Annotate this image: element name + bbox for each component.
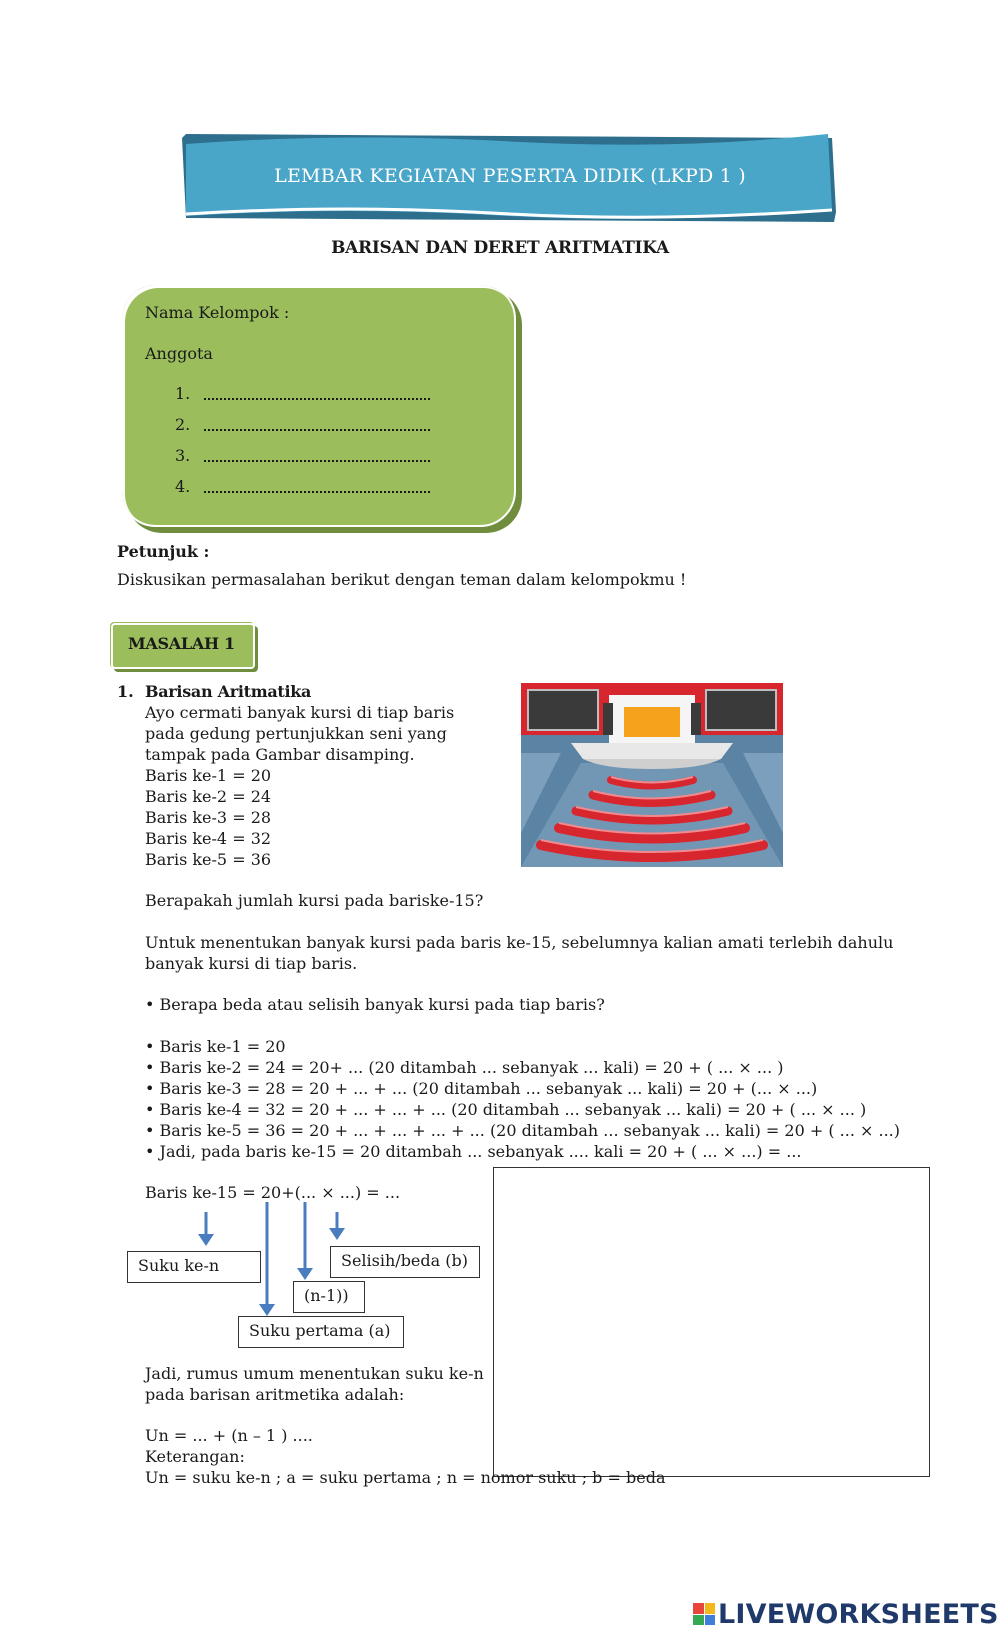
label-suku-pertama: Suku pertama (a) [238,1316,404,1348]
problem-number: 1. [117,682,134,701]
member-entry-line[interactable] [204,429,430,431]
banner-title: LEMBAR KEGIATAN PESERTA DIDIK (LKPD 1 ) [274,165,746,187]
member-entry-line[interactable] [204,460,430,462]
bullet-line: • Baris ke-1 = 20 [145,1037,286,1056]
page-subtitle: BARISAN DAN DERET ARITMATIKA [331,238,669,258]
row-value: Baris ke-1 = 20 [145,766,272,785]
legend-text: Un = suku ke-n ; a = suku pertama ; n = nomor suku ; b = beda [145,1468,666,1487]
member-number: 4. [175,477,191,496]
auditorium-image [521,683,783,867]
members-label: Anggota [145,344,213,363]
explain-line: Untuk menentukan banyak kursi pada baris ke-15, sebelumnya kalian amati terlebih dahulu [145,933,894,952]
row-value: Baris ke-2 = 24 [145,787,272,806]
problem-title: Barisan Aritmatika [145,682,312,701]
bullet-line: • Baris ke-2 = 24 = 20+ ... (20 ditambah ... sebanyak ... kali) = 20 + ( ... × ... ) [145,1058,784,1077]
member-number: 3. [175,446,191,465]
logo-text: LIVEWORKSHEETS [718,1598,999,1630]
member-number: 2. [175,415,191,434]
liveworksheets-logo [693,1599,999,1629]
instructions-text: Diskusikan permasalahan berikut dengan teman dalam kelompokmu ! [117,570,687,589]
member-number: 1. [175,384,191,403]
bullet-line: • Baris ke-4 = 32 = 20 + ... + ... + ... (20 ditambah ... sebanyak ... kali) = 20 + ( ... × ... ) [145,1100,867,1119]
answer-box[interactable] [493,1167,930,1477]
problem-badge-label: MASALAH 1 [128,634,235,653]
bullet-line: • Jadi, pada baris ke-15 = 20 ditambah ... sebanyak .... kali = 20 + ( ... × ...) = ... [145,1142,802,1161]
legend-label: Keterangan: [145,1447,245,1466]
intro-line: Ayo cermati banyak kursi di tiap baris [145,703,455,722]
label-selisih-beda: Selisih/beda (b) [330,1246,480,1278]
row-value: Baris ke-3 = 28 [145,808,272,827]
intro-line: tampak pada Gambar disamping. [145,745,415,764]
formula-line: Baris ke-15 = 20+(... × ...) = ... [145,1183,401,1202]
label-suku-ke-n: Suku ke-n [127,1251,261,1283]
logo-blocks-icon [693,1603,715,1625]
member-entry-line[interactable] [204,491,430,493]
group-name-label: Nama Kelompok : [145,303,290,322]
label-n-minus-1: (n-1)) [293,1281,365,1313]
general-formula: Un = ... + (n – 1 ) .... [145,1426,313,1445]
bullet-line: • Baris ke-3 = 28 = 20 + ... + ... (20 ditambah ... sebanyak ... kali) = 20 + (... × ...) [145,1079,818,1098]
member-entry-line[interactable] [204,398,430,400]
bullet-line: • Baris ke-5 = 36 = 20 + ... + ... + ... + ... (20 ditambah ... sebanyak ... kali) = 20 + ( ... × ...) [145,1121,900,1140]
conclusion-line: pada barisan aritmetika adalah: [145,1385,405,1404]
instructions-heading: Petunjuk : [117,542,210,561]
conclusion-line: Jadi, rumus umum menentukan suku ke-n [145,1364,484,1383]
row-value: Baris ke-5 = 36 [145,850,272,869]
question-text: Berapakah jumlah kursi pada bariske-15? [145,891,484,910]
difference-question: • Berapa beda atau selisih banyak kursi pada tiap baris? [145,995,605,1014]
row-value: Baris ke-4 = 32 [145,829,272,848]
explain-line: banyak kursi di tiap baris. [145,954,358,973]
intro-line: pada gedung pertunjukkan seni yang [145,724,447,743]
